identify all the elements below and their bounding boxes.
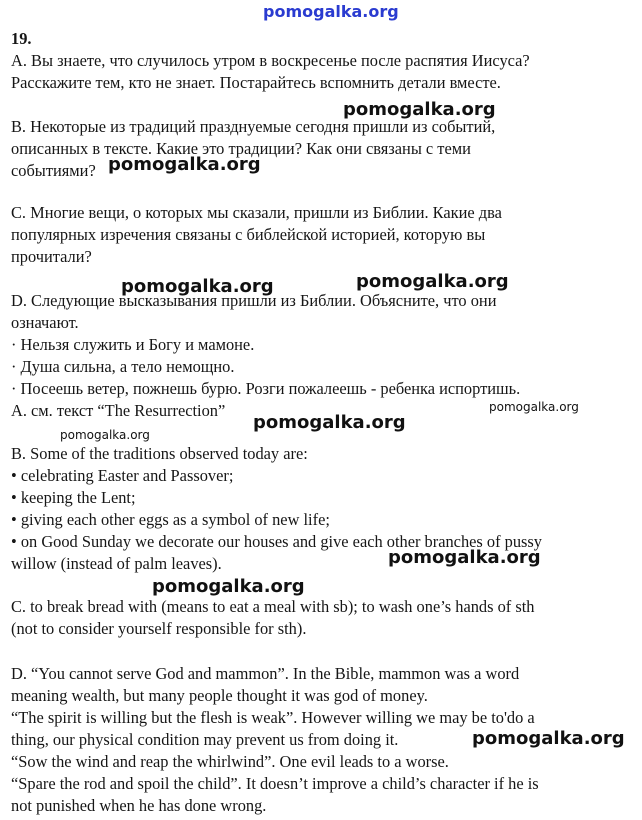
text-line: популярных изречения связаны с библейской историей, которую вы: [11, 225, 486, 244]
text-line: “Sow the wind and reap the whirlwind”. One evil leads to a worse.: [11, 752, 449, 771]
watermark: pomogalka.org: [388, 547, 541, 568]
watermark: pomogalka.org: [356, 271, 509, 292]
text-line: описанных в тексте. Какие это традиции? Как они связаны с теми: [11, 139, 471, 158]
watermark: pomogalka.org: [108, 154, 261, 175]
text-line: • celebrating Easter and Passover;: [11, 466, 234, 485]
text-line: C. Многие вещи, о которых мы сказали, пришли из Библии. Какие два: [11, 203, 502, 222]
text-line: C. to break bread with (means to eat a meal with sb); to wash one’s hands of sth: [11, 597, 535, 616]
text-line: · Нельзя служить и Богу и мамоне.: [11, 335, 255, 354]
text-line: D. “You cannot serve God and mammon”. In the Bible, mammon was a word: [11, 664, 520, 683]
text-line: B. Some of the traditions observed today are:: [11, 444, 308, 463]
text-line: означают.: [11, 313, 79, 332]
text-line: “The spirit is willing but the flesh is weak”. However willing we may be to'do a: [11, 708, 535, 727]
watermark: pomogalka.org: [489, 400, 579, 414]
text-line: willow (instead of palm leaves).: [11, 554, 222, 573]
text-line: not punished when he has done wrong.: [11, 796, 267, 815]
header-watermark: pomogalka.org: [263, 2, 399, 21]
watermark: pomogalka.org: [472, 728, 625, 749]
text-line: событиями?: [11, 161, 96, 180]
watermark: pomogalka.org: [60, 428, 150, 442]
exercise-number: 19.: [11, 29, 32, 48]
text-line: B. Некоторые из традиций празднуемые сегодня пришли из событий,: [11, 117, 496, 136]
text-line: · Душа сильна, а тело немощно.: [11, 357, 235, 376]
text-line: thing, our physical condition may prevent us from doing it.: [11, 730, 399, 749]
text-line: (not to consider yourself responsible for sth).: [11, 619, 307, 638]
watermark: pomogalka.org: [343, 99, 496, 120]
text-line: A. см. текст “The Resurrection”: [11, 401, 226, 420]
watermark: pomogalka.org: [121, 276, 274, 297]
text-line: • on Good Sunday we decorate our houses and give each other branches of pussy: [11, 532, 542, 551]
text-line: • keeping the Lent;: [11, 488, 136, 507]
watermark: pomogalka.org: [253, 412, 406, 433]
text-line: • giving each other eggs as a symbol of new life;: [11, 510, 330, 529]
watermark: pomogalka.org: [152, 576, 305, 597]
text-line: “Spare the rod and spoil the child”. It doesn’t improve a child’s character if he is: [11, 774, 539, 793]
text-line: Расскажите тем, кто не знает. Постарайтесь вспомнить детали вместе.: [11, 73, 501, 92]
text-line: · Посеешь ветер, пожнешь бурю. Розги пожалеешь - ребенка испортишь.: [11, 379, 521, 398]
text-line: прочитали?: [11, 247, 92, 266]
text-line: A. Вы знаете, что случилось утром в воскресенье после распятия Иисуса?: [11, 51, 530, 70]
text-line: meaning wealth, but many people thought it was god of money.: [11, 686, 428, 705]
text-line: D. Следующие высказывания пришли из Библии. Объясните, что они: [11, 291, 497, 310]
